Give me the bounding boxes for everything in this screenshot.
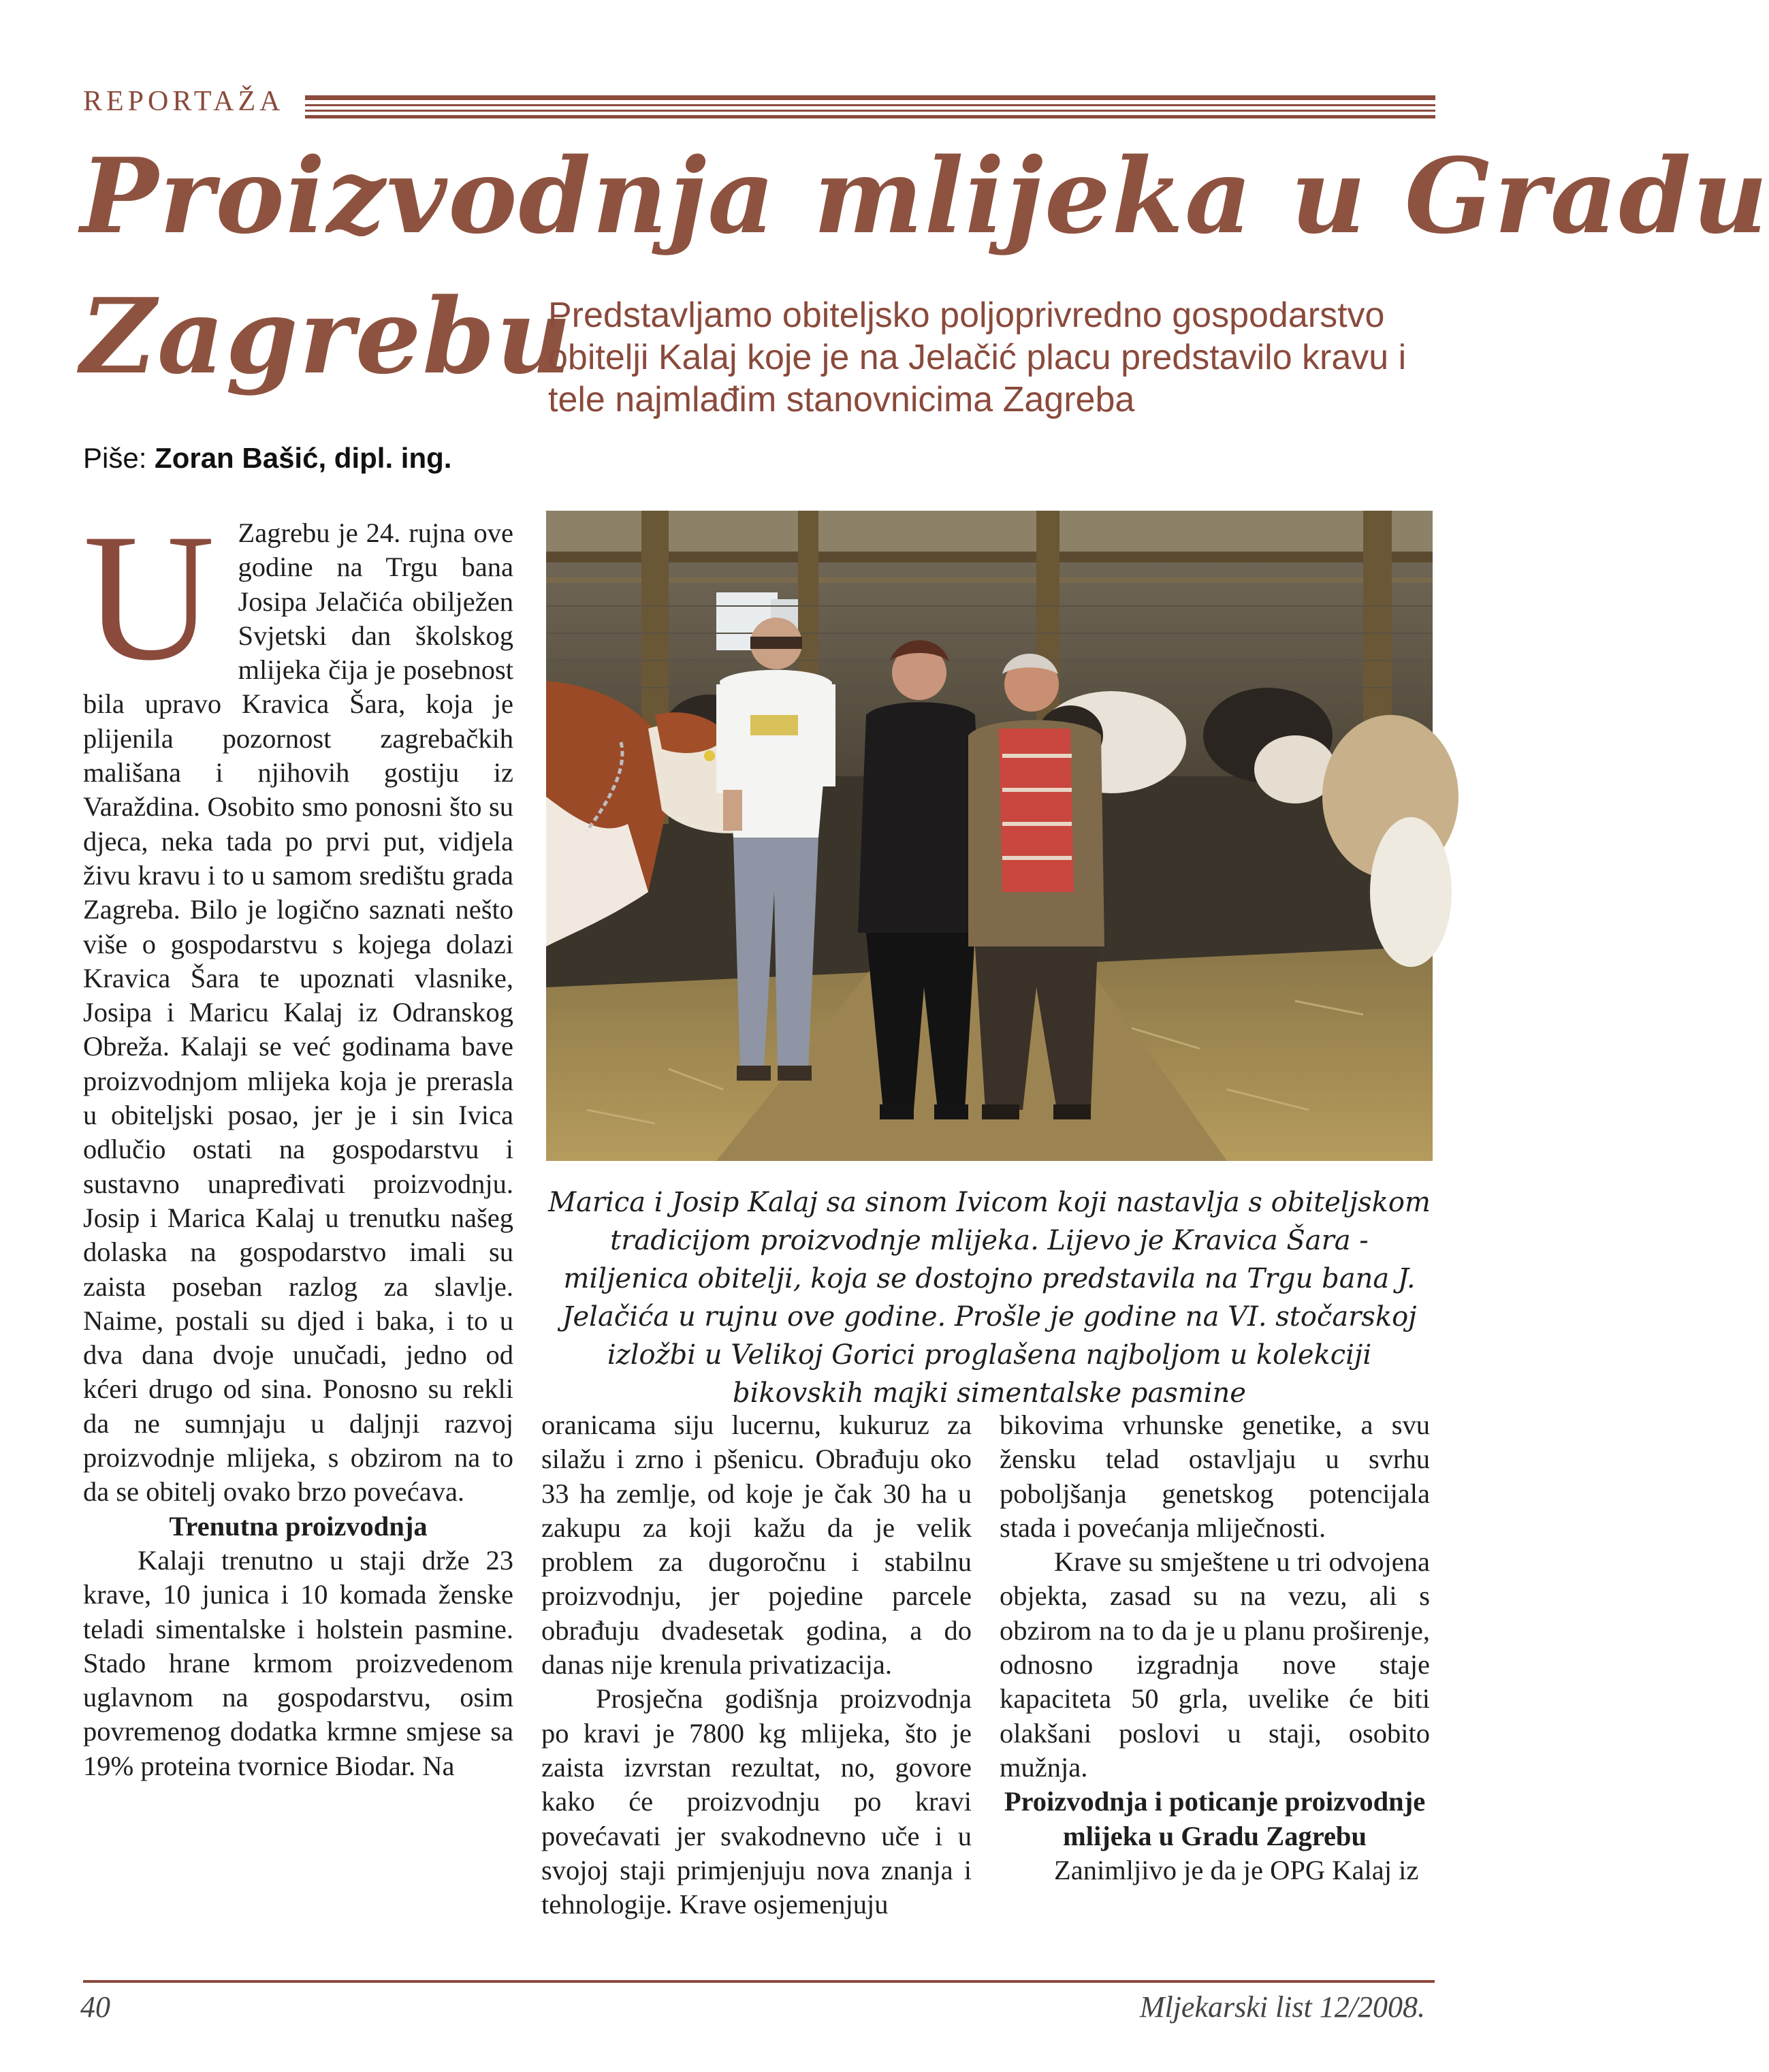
page-number: 40 <box>80 1990 110 2024</box>
paragraph: bikovima vrhunske genetike, a svu žensku telad ostavljaju u svrhu poboljšanja genetskog potencijala stada i povećanja mliječnosti. <box>1000 1409 1430 1543</box>
paragraph: Zanimljivo je da je OPG Kalaj iz <box>1054 1854 1419 1885</box>
paragraph: Prosječna godišnja proizvodnja po kravi je 7800 kg mlijeka, što je zaista izvrstan rezultat, no, govore kako će proizvodnju po kravi povećavati jer svakodnevno uče i u svojoj staji primjenjuju nova znanja i tehnologije. Krave osjemenjuju <box>541 1683 972 1920</box>
lead-paragraph: Zagrebu je 24. rujna ove godine na Trgu bana Josipa Jelačića obilježen Svjetski dan školskog mlijeka čija je posebnost bila upravo Kravica Šara, koja je plijenila pozornost zagrebačkih mališana i njihovih gostiju iz Varaždina. Osobito smo ponosni što su djeca, neka tada po prvi put, vidjela živu kravu i to u samom središtu grada Zagreba. Bilo je logično saznati nešto više o gospodarstvu s kojega dolazi Kravica Šara te upoznati vlasnike, Josipa i Maricu Kalaj iz Odranskog Obreža. Kalaji se već godinama bave proizvodnjom mlijeka koja je prerasla u obiteljski posao, jer je i sin Ivica odlučio ostati na gospodarstvu i sustavno unapređivati proizvodnju. Josip i Marica Kalaj u trenutku našeg dolaska na gospodarstvo imali su zaista poseban razlog za slavlje. Naime, postali su djed i baka, i to u dva dana dvoje unučadi, jedno od kćeri drugo od sina. Ponosno su rekli da ne sumnjaju u daljnji razvoj proizvodnje mlijeka, s obzirom na to da se obitelj ovako brzo povećava. <box>83 517 513 1508</box>
article-title-line-1: Proizvodnja mlijeka u Gradu <box>80 135 1769 257</box>
paragraph: Krave su smještene u tri odvojena objekta, zasad su na vezu, ali s obzirom na to da je u planu proširenje, odnosno izgradnja nove staje kapaciteta 50 grla, uvelike će biti olakšani poslovi u staji, osobito mužnja. <box>1000 1546 1430 1783</box>
article-title-line-2: Zagrebu <box>80 275 573 397</box>
byline-prefix: Piše: <box>83 442 147 474</box>
section-heading-current-production: Trenutna proizvodnja <box>169 1510 428 1542</box>
journal-issue: Mljekarski list 12/2008. <box>1139 1990 1425 2024</box>
paragraph: oranicama siju lucernu, kukuruz za silažu i zrno i pšenicu. Obrađuju oko 33 ha zemlje, od koje je čak 30 ha u zakupu za koji kažu da je velik problem za dugoročnu i stabilnu proizvodnju, jer pojedine parcele obrađuju dvadesetak godina, a do danas nije krenula privatizacija. <box>541 1409 972 1680</box>
drop-cap: U <box>83 496 215 698</box>
section-heading-production-incentives: Proizvodnja i poticanje proizvodnje mlijeka u Gradu Zagrebu <box>1004 1786 1426 1851</box>
photo-caption: Marica i Josip Kalaj sa sinom Ivicom koji nastavlja s obiteljskom tradicijom proizvodnje mlijeka. Lijevo je Kravica Šara - miljenica obitelji, koja se dostojno predstavila na Trgu bana J. Jelačića u rujnu ove godine. Prošle je godine na VI. stočarskoj izložbi u Velikoj Gorici proglašena najboljom u kolekciji bikovskih majki simentalske pasmine <box>548 1187 1431 1409</box>
article-column-2 <box>541 1408 972 1922</box>
section-label: REPORTAŽA <box>83 86 285 117</box>
footer-rule <box>83 1980 1435 1983</box>
paragraph: Kalaji trenutno u staji drže 23 krave, 10 junica i 10 komada ženske teladi simentalske i holstein pasmine. Stado hrane krmom proizvedenom uglavnom na gospodarstvu, osim povremenog dodatka krmne smjese sa 19% proteina tvornice Biodar. Na <box>83 1544 513 1781</box>
barn-family-image <box>546 511 1433 1161</box>
header-rule <box>305 95 1435 118</box>
byline <box>83 444 451 473</box>
article-column-1 <box>83 496 513 1783</box>
byline-author: Zoran Bašić, dipl. ing. <box>155 442 452 474</box>
article-subtitle: Predstavljamo obiteljsko poljoprivredno gospodarstvo obitelji Kalaj koje je na Jelačić placu predstavilo kravu i tele najmlađim stanovnicima Zagreba <box>548 296 1407 419</box>
farm-photo <box>546 511 1433 1161</box>
article-column-3 <box>1000 1408 1430 1887</box>
